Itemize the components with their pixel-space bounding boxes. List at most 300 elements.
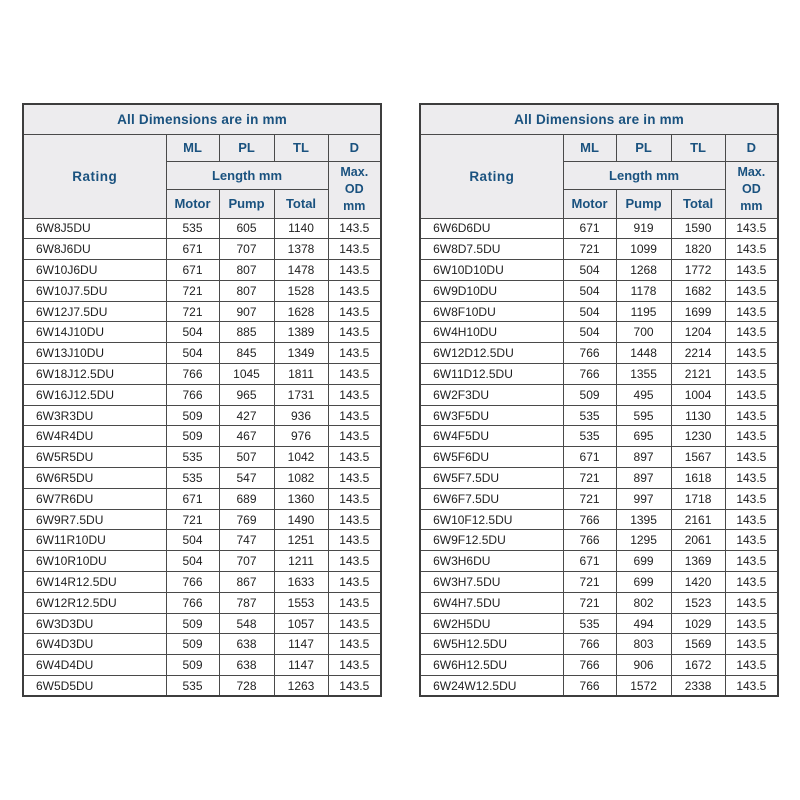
rating-cell: 6W8D7.5DU [420,239,563,260]
value-cell: 1478 [274,260,328,281]
value-cell: 707 [219,239,274,260]
value-cell: 867 [219,572,274,593]
d-column-header: D [328,134,381,161]
value-cell: 766 [166,592,219,613]
max-od-line1: Max. [737,165,766,180]
value-cell: 721 [563,488,616,509]
value-cell: 143.5 [328,488,381,509]
value-cell: 509 [166,655,219,676]
rating-column-header: Rating [420,134,563,218]
rating-cell: 6W2F3DU [420,384,563,405]
value-cell: 1590 [671,218,725,239]
value-cell: 671 [563,218,616,239]
d-column-header: D [725,134,778,161]
table-row [23,655,381,676]
rating-cell: 6W7R6DU [23,488,166,509]
value-cell: 1369 [671,551,725,572]
value-cell: 1528 [274,280,328,301]
value-cell: 965 [219,384,274,405]
table-row [23,447,381,468]
value-cell: 1082 [274,468,328,489]
max-od-line3: mm [740,198,763,213]
table-row [23,384,381,405]
total-column-header: Total [671,189,725,218]
table-row [23,676,381,697]
table-row [23,509,381,530]
value-cell: 504 [166,343,219,364]
value-cell: 699 [616,572,671,593]
value-cell: 1211 [274,551,328,572]
value-cell: 699 [616,551,671,572]
value-cell: 885 [219,322,274,343]
value-cell: 143.5 [328,218,381,239]
value-cell: 766 [563,634,616,655]
table-row [420,301,778,322]
dimensions-table-left [22,103,382,697]
rating-cell: 6W8J5DU [23,218,166,239]
value-cell: 504 [563,301,616,322]
value-cell: 1718 [671,488,725,509]
rating-cell: 6W4D3DU [23,634,166,655]
table-row [23,530,381,551]
value-cell: 495 [616,384,671,405]
value-cell: 1618 [671,468,725,489]
pump-column-header: Pump [616,189,671,218]
value-cell: 766 [166,364,219,385]
value-cell: 997 [616,488,671,509]
value-cell: 721 [563,592,616,613]
rating-cell: 6W6R5DU [23,468,166,489]
table-row [420,260,778,281]
value-cell: 467 [219,426,274,447]
value-cell: 535 [563,426,616,447]
rating-cell: 6W10J7.5DU [23,280,166,301]
value-cell: 1268 [616,260,671,281]
value-cell: 143.5 [725,322,778,343]
value-cell: 766 [563,509,616,530]
value-cell: 509 [166,634,219,655]
table-row [23,218,381,239]
value-cell: 2121 [671,364,725,385]
table-row [23,322,381,343]
value-cell: 1130 [671,405,725,426]
table-row [23,239,381,260]
value-cell: 1355 [616,364,671,385]
value-cell: 1349 [274,343,328,364]
rating-cell: 6W18J12.5DU [23,364,166,385]
pl-column-header: PL [219,134,274,161]
value-cell: 671 [166,239,219,260]
value-cell: 638 [219,655,274,676]
rating-cell: 6W4R4DU [23,426,166,447]
value-cell: 1045 [219,364,274,385]
rating-cell: 6W3F5DU [420,405,563,426]
value-cell: 919 [616,218,671,239]
value-cell: 766 [563,655,616,676]
value-cell: 906 [616,655,671,676]
value-cell: 897 [616,447,671,468]
rating-cell: 6W6D6DU [420,218,563,239]
value-cell: 1672 [671,655,725,676]
pl-column-header: PL [616,134,671,161]
value-cell: 143.5 [328,322,381,343]
value-cell: 504 [563,260,616,281]
rating-cell: 6W8F10DU [420,301,563,322]
value-cell: 802 [616,592,671,613]
value-cell: 1523 [671,592,725,613]
value-cell: 143.5 [328,447,381,468]
value-cell: 1195 [616,301,671,322]
max-od-header [725,161,778,218]
value-cell: 2338 [671,676,725,697]
value-cell: 2161 [671,509,725,530]
value-cell: 721 [563,239,616,260]
value-cell: 143.5 [328,405,381,426]
length-group-header: Length mm [166,161,328,189]
value-cell: 976 [274,426,328,447]
value-cell: 1004 [671,384,725,405]
value-cell: 1147 [274,634,328,655]
value-cell: 707 [219,551,274,572]
value-cell: 143.5 [725,239,778,260]
value-cell: 504 [563,322,616,343]
rating-cell: 6W12R12.5DU [23,592,166,613]
rating-cell: 6W6H12.5DU [420,655,563,676]
rating-cell: 6W8J6DU [23,239,166,260]
rating-cell: 6W4H10DU [420,322,563,343]
rating-cell: 6W4F5DU [420,426,563,447]
value-cell: 143.5 [328,468,381,489]
value-cell: 845 [219,343,274,364]
value-cell: 143.5 [328,655,381,676]
rating-cell: 6W3D3DU [23,613,166,634]
rating-cell: 6W11D12.5DU [420,364,563,385]
value-cell: 1140 [274,218,328,239]
value-cell: 494 [616,613,671,634]
table-title: All Dimensions are in mm [420,104,778,134]
value-cell: 721 [166,301,219,322]
table-row [23,301,381,322]
table-row [23,592,381,613]
table-row [23,426,381,447]
total-column-header: Total [274,189,328,218]
value-cell: 143.5 [725,260,778,281]
pump-column-header: Pump [219,189,274,218]
value-cell: 143.5 [328,530,381,551]
value-cell: 1820 [671,239,725,260]
length-group-header: Length mm [563,161,725,189]
value-cell: 504 [563,280,616,301]
value-cell: 535 [166,218,219,239]
value-cell: 143.5 [725,426,778,447]
max-od-line2: OD [344,182,364,197]
value-cell: 721 [166,280,219,301]
rating-cell: 6W9R7.5DU [23,509,166,530]
table-row [420,509,778,530]
value-cell: 1772 [671,260,725,281]
rating-cell: 6W10D10DU [420,260,563,281]
rating-column-header: Rating [23,134,166,218]
value-cell: 143.5 [328,260,381,281]
value-cell: 143.5 [725,218,778,239]
value-cell: 807 [219,260,274,281]
table-row [420,405,778,426]
table-row [23,551,381,572]
table-row [23,572,381,593]
value-cell: 143.5 [725,613,778,634]
table-row [420,322,778,343]
table-row [420,530,778,551]
rating-cell: 6W6F7.5DU [420,488,563,509]
value-cell: 427 [219,405,274,426]
value-cell: 1057 [274,613,328,634]
value-cell: 547 [219,468,274,489]
rating-cell: 6W10J6DU [23,260,166,281]
left-table-body [23,218,381,696]
ml-column-header: ML [166,134,219,161]
value-cell: 1811 [274,364,328,385]
value-cell: 1042 [274,447,328,468]
rating-cell: 6W3H7.5DU [420,572,563,593]
value-cell: 689 [219,488,274,509]
value-cell: 638 [219,634,274,655]
max-od-line3: mm [343,198,366,213]
rating-cell: 6W5F6DU [420,447,563,468]
motor-column-header: Motor [166,189,219,218]
value-cell: 695 [616,426,671,447]
value-cell: 671 [166,488,219,509]
value-cell: 143.5 [725,364,778,385]
value-cell: 1572 [616,676,671,697]
value-cell: 1230 [671,426,725,447]
rating-cell: 6W9F12.5DU [420,530,563,551]
rating-cell: 6W2H5DU [420,613,563,634]
value-cell: 605 [219,218,274,239]
table-row [420,447,778,468]
value-cell: 509 [166,613,219,634]
value-cell: 766 [166,384,219,405]
value-cell: 671 [166,260,219,281]
table-row [420,488,778,509]
value-cell: 1395 [616,509,671,530]
value-cell: 766 [563,676,616,697]
rating-cell: 6W14J10DU [23,322,166,343]
tl-column-header: TL [671,134,725,161]
value-cell: 1295 [616,530,671,551]
rating-cell: 6W10R10DU [23,551,166,572]
table-title: All Dimensions are in mm [23,104,381,134]
value-cell: 1178 [616,280,671,301]
rating-cell: 6W4D4DU [23,655,166,676]
value-cell: 504 [166,530,219,551]
rating-cell: 6W12D12.5DU [420,343,563,364]
table-row [420,426,778,447]
value-cell: 143.5 [725,280,778,301]
value-cell: 507 [219,447,274,468]
rating-cell: 6W10F12.5DU [420,509,563,530]
value-cell: 721 [563,468,616,489]
value-cell: 1204 [671,322,725,343]
value-cell: 766 [563,530,616,551]
value-cell: 143.5 [725,551,778,572]
value-cell: 721 [166,509,219,530]
value-cell: 1628 [274,301,328,322]
table-row [23,488,381,509]
value-cell: 143.5 [725,530,778,551]
rating-cell: 6W24W12.5DU [420,676,563,697]
value-cell: 535 [563,405,616,426]
value-cell: 1731 [274,384,328,405]
value-cell: 1147 [274,655,328,676]
value-cell: 807 [219,280,274,301]
value-cell: 2214 [671,343,725,364]
value-cell: 787 [219,592,274,613]
table-row [420,613,778,634]
rating-cell: 6W16J12.5DU [23,384,166,405]
table-row [23,405,381,426]
value-cell: 143.5 [725,655,778,676]
value-cell: 766 [563,364,616,385]
value-cell: 1567 [671,447,725,468]
value-cell: 143.5 [328,592,381,613]
value-cell: 143.5 [725,572,778,593]
value-cell: 143.5 [725,509,778,530]
value-cell: 747 [219,530,274,551]
value-cell: 728 [219,676,274,697]
value-cell: 1553 [274,592,328,613]
value-cell: 143.5 [725,343,778,364]
value-cell: 936 [274,405,328,426]
table-row [420,592,778,613]
value-cell: 143.5 [328,509,381,530]
value-cell: 1569 [671,634,725,655]
value-cell: 143.5 [328,343,381,364]
value-cell: 143.5 [328,551,381,572]
rating-cell: 6W11R10DU [23,530,166,551]
value-cell: 143.5 [725,301,778,322]
value-cell: 509 [563,384,616,405]
value-cell: 1360 [274,488,328,509]
value-cell: 700 [616,322,671,343]
table-row [23,634,381,655]
value-cell: 143.5 [725,676,778,697]
value-cell: 1420 [671,572,725,593]
table-row [23,260,381,281]
table-row [23,613,381,634]
value-cell: 143.5 [328,364,381,385]
value-cell: 1378 [274,239,328,260]
rating-cell: 6W5R5DU [23,447,166,468]
value-cell: 721 [563,572,616,593]
table-row [23,468,381,489]
value-cell: 907 [219,301,274,322]
value-cell: 535 [166,468,219,489]
rating-cell: 6W12J7.5DU [23,301,166,322]
value-cell: 1699 [671,301,725,322]
rating-cell: 6W5F7.5DU [420,468,563,489]
value-cell: 1251 [274,530,328,551]
table-row [420,343,778,364]
value-cell: 1682 [671,280,725,301]
table-row [420,364,778,385]
value-cell: 143.5 [725,488,778,509]
value-cell: 1389 [274,322,328,343]
value-cell: 143.5 [725,405,778,426]
value-cell: 143.5 [328,572,381,593]
table-row [420,384,778,405]
value-cell: 1448 [616,343,671,364]
value-cell: 143.5 [328,384,381,405]
rating-cell: 6W5D5DU [23,676,166,697]
table-row [23,364,381,385]
ml-column-header: ML [563,134,616,161]
value-cell: 143.5 [725,384,778,405]
value-cell: 671 [563,551,616,572]
table-row [23,280,381,301]
table-row [420,218,778,239]
rating-cell: 6W5H12.5DU [420,634,563,655]
value-cell: 897 [616,468,671,489]
value-cell: 803 [616,634,671,655]
value-cell: 509 [166,426,219,447]
rating-cell: 6W3H6DU [420,551,563,572]
dimensions-table-right [419,103,779,697]
value-cell: 143.5 [725,634,778,655]
table-row [420,468,778,489]
value-cell: 504 [166,551,219,572]
motor-column-header: Motor [563,189,616,218]
table-row [420,655,778,676]
value-cell: 143.5 [328,676,381,697]
value-cell: 509 [166,405,219,426]
value-cell: 143.5 [328,634,381,655]
table-row [420,634,778,655]
right-table-body [420,218,778,696]
value-cell: 143.5 [328,426,381,447]
value-cell: 1099 [616,239,671,260]
rating-cell: 6W14R12.5DU [23,572,166,593]
value-cell: 143.5 [328,613,381,634]
table-row [420,572,778,593]
value-cell: 1633 [274,572,328,593]
value-cell: 595 [616,405,671,426]
value-cell: 535 [166,676,219,697]
value-cell: 766 [563,343,616,364]
table-row [420,239,778,260]
table-row [23,343,381,364]
max-od-line2: OD [741,182,761,197]
table-row [420,280,778,301]
table-row [420,676,778,697]
value-cell: 143.5 [725,468,778,489]
value-cell: 535 [166,447,219,468]
value-cell: 1490 [274,509,328,530]
value-cell: 143.5 [725,592,778,613]
value-cell: 143.5 [725,447,778,468]
value-cell: 143.5 [328,301,381,322]
rating-cell: 6W4H7.5DU [420,592,563,613]
dimension-tables-container [22,103,779,697]
value-cell: 769 [219,509,274,530]
max-od-header [328,161,381,218]
table-row [420,551,778,572]
value-cell: 766 [166,572,219,593]
value-cell: 1263 [274,676,328,697]
value-cell: 1029 [671,613,725,634]
value-cell: 535 [563,613,616,634]
value-cell: 671 [563,447,616,468]
value-cell: 143.5 [328,239,381,260]
